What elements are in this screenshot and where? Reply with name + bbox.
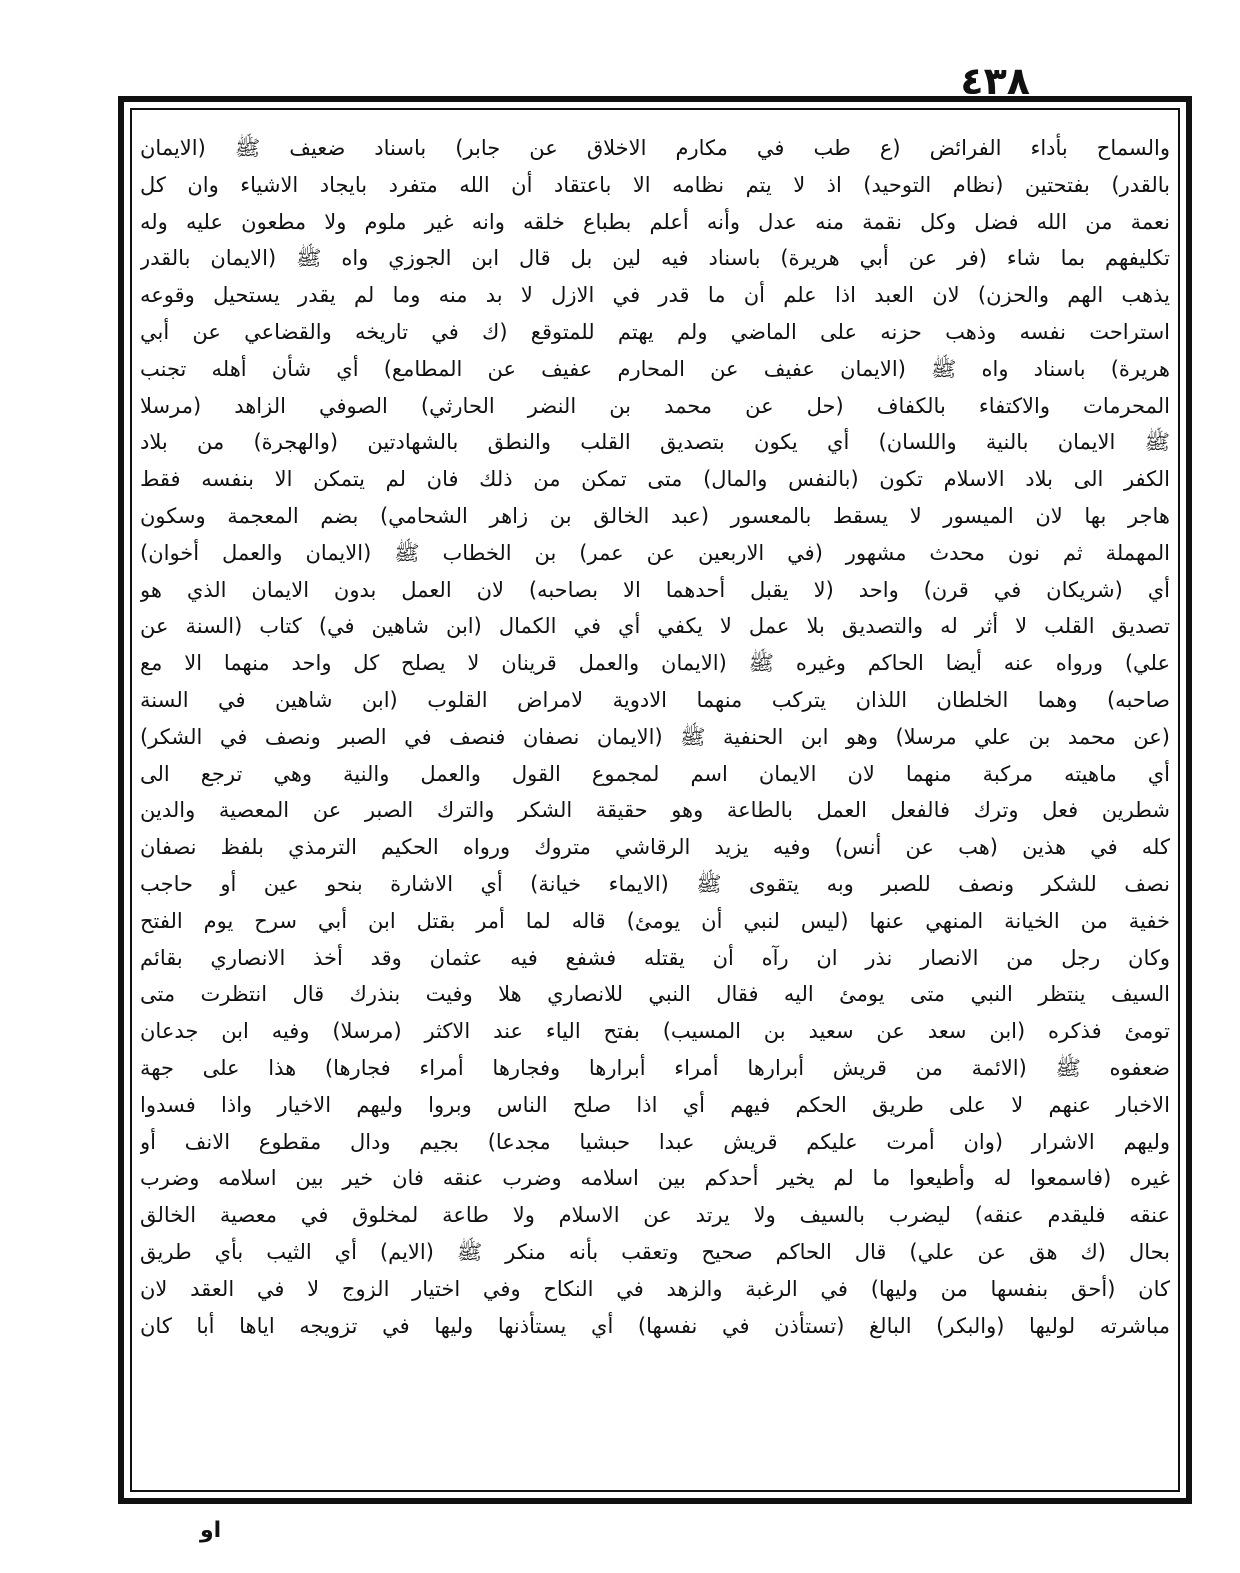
text-line: خفية من الخيانة المنهي عنها (ليس لنبي أن يومئ) قاله لما أمر بقتل ابن أبي سرح يوم الفتح [140, 908, 1170, 933]
text-line: الاخبار عنهم لا على طريق الحكم فيهم أي اذا صلح الناس وبروا وليهم الاخيار واذا فسدوا [140, 1092, 1170, 1117]
text-body [140, 130, 1170, 1480]
text-line: أي (شريكان في قرن) واحد (لا يقبل أحدهما الا بصاحبه) لان العمل بدون الايمان الذي هو [140, 577, 1170, 602]
text-line: كان (أحق بنفسها من وليها) في الرغبة والزهد في النكاح وفي اختيار الزوج لا في العقد لان [140, 1276, 1170, 1301]
text-line: المحرمات والاكتفاء بالكفاف (حل عن محمد بن النضر الحارثي) الصوفي الزاهد (مرسلا [140, 393, 1170, 418]
text-line: صاحبه) وهما الخلطان اللذان يتركب منهما الادوية لامراض القلوب (ابن شاهين في السنة [140, 687, 1170, 712]
text-line: هاجر بها لان الميسور لا يسقط بالمعسور (عبد الخالق بن زاهر الشحامي) بضم المعجمة وسكون [140, 503, 1170, 528]
text-line: يذهب الهم والحزن) لان العبد اذا علم أن ما قدر في الازل لا بد منه وما لم يقدر يستحيل وقوعه [140, 283, 1170, 308]
text-line: الكفر الى بلاد الاسلام تكون (بالنفس والمال) متى تمكن من ذلك فان لم يتمكن الا بنفسه فقط [140, 467, 1170, 492]
text-line: المهملة ثم نون محدث مشهور (في الاربعين عن عمر) بن الخطاب ﷺ (الايمان والعمل أخوان) [140, 540, 1170, 565]
text-line: غيره (فاسمعوا له وأطيعوا ما لم يخير أحدكم بين اسلامه وضرب عنقه فان خير بين اسلامه وضرب [140, 1166, 1170, 1191]
text-line: أي ماهيته مركبة منهما لان الايمان اسم لمجموع القول والعمل والنية وهي ترجع الى [140, 761, 1170, 786]
text-line: علي) ورواه عنه أيضا الحاكم وغيره ﷺ (الايمان والعمل قرينان لا يصلح كل واحد منهما الا مع [140, 651, 1170, 676]
text-line: هريرة) باسناد واه ﷺ (الايمان عفيف عن المحارم عفيف عن المطامع) أي شأن أهله تجنب [140, 356, 1170, 381]
text-line: استراحت نفسه وذهب حزنه على الماضي ولم يهتم للمتوقع (ك في تاريخه والقضاعي عن أبي [140, 319, 1170, 344]
text-line: كله في هذين (هب عن أنس) وفيه يزيد الرقاشي متروك ورواه الحكيم الترمذي بلفظ نصفان [140, 835, 1170, 860]
text-line: شطرين فعل وترك فالفعل العمل بالطاعة وهو حقيقة الشكر والترك الصبر عن المعصية والدين [140, 798, 1170, 823]
text-line: عنقه فليقدم عنقه) ليضرب بالسيف ولا يرتد عن الاسلام ولا طاعة لمخلوق في معصية الخالق [140, 1203, 1170, 1228]
text-line: ضعفوه ﷺ (الائمة من قريش أبرارها أمراء أبرارها وفجارها أمراء فجارها) هذا على جهة [140, 1055, 1170, 1080]
page-frame [118, 96, 1192, 1504]
text-line: وكان رجل من الانصار نذر ان رآه أن يقتله فشفع فيه عثمان وقد أخذ الانصاري بقائم [140, 945, 1170, 970]
text-line: نصف للشكر ونصف للصبر وبه يتقوى ﷺ (الايماء خيانة) أي الاشارة بنحو عين أو حاجب [140, 871, 1170, 896]
text-line: بالقدر) بفتحتين (نظام التوحيد) اذ لا يتم نظامه الا باعتقاد أن الله متفرد بايجاد الاشياء وان كل [140, 172, 1170, 197]
text-line: السيف ينتظر النبي متى يومئ اليه فقال النبي للانصاري هلا وفيت بنذرك قال انتظرت متى [140, 982, 1170, 1007]
text-line: والسماح بأداء الفرائض (ع طب في مكارم الاخلاق عن جابر) باسناد ضعيف ﷺ (الايمان [140, 136, 1170, 160]
text-line: ﷺ الايمان بالنية واللسان) أي يكون بتصديق القلب والنطق بالشهادتين (والهجرة) من بلاد [140, 430, 1170, 455]
text-line: تومئ فذكره (ابن سعد عن سعيد بن المسيب) بفتح الياء عند الاكثر (مرسلا) وفيه ابن جدعان [140, 1019, 1170, 1044]
page-frame-inner [130, 108, 1180, 1492]
signature-mark: او [200, 1518, 222, 1543]
text-line: مباشرته لوليها (والبكر) البالغ (تستأذن في نفسها) أي يستأذنها وليها في تزويجه اياها أبا كان [140, 1313, 1170, 1338]
text-line: تصديق القلب لا أثر له والتصديق بلا عمل لا يكفي أي في الكمال (ابن شاهين في) كتاب (السنة عن [140, 614, 1170, 639]
text-line: (عن محمد بن علي مرسلا) وهو ابن الحنفية ﷺ (الايمان نصفان فنصف في الصبر ونصف في الشكر) [140, 724, 1170, 749]
text-line: تكليفهم بما شاء (فر عن أبي هريرة) باسناد فيه لين بل قال ابن الجوزي واه ﷺ (الايمان بالقدر [140, 246, 1170, 271]
text-line: بحال (ك هق عن علي) قال الحاكم صحيح وتعقب بأنه منكر ﷺ (الايم) أي الثيب بأي طريق [140, 1239, 1170, 1264]
text-line: وليهم الاشرار (وان أمرت عليكم قريش عبدا حبشيا مجدعا) بجيم ودال مقطوع الانف أو [140, 1129, 1170, 1154]
page-number: ٤٣٨ [960, 59, 1030, 103]
text-line: نعمة من الله فضل وكل نقمة منه عدل وأنه أعلم بطباع خلقه وانه غير ملوم ولا مطعون عليه وله [140, 209, 1170, 234]
